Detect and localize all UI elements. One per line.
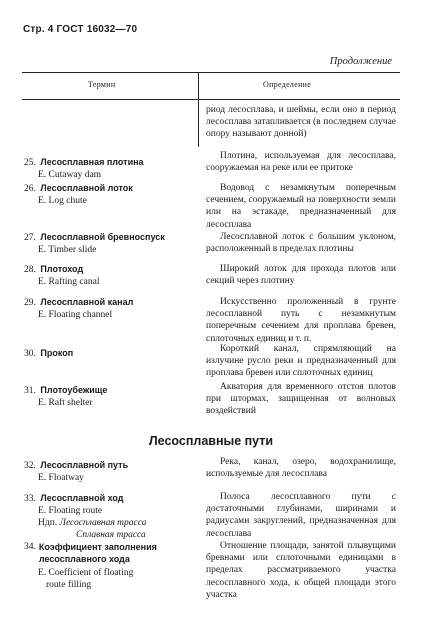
- term-number: 25.: [24, 158, 36, 168]
- definition-25: Плотина, используемая для лесосплава, сооружаемая на реке или ее притоке: [206, 151, 396, 174]
- term-30: [24, 347, 73, 360]
- definition-27: Лесосплавной лоток с большим уклоном, расположенный в пределах плотины: [206, 232, 396, 255]
- term-number: 29.: [24, 298, 36, 308]
- term-name: Лесосплавной лоток: [40, 183, 133, 193]
- column-header-definition: Определение: [263, 80, 312, 89]
- definition-32: Река, канал, озеро, водохранилище, используемые для лесосплава: [206, 457, 396, 480]
- page-header: Стр. 4 ГОСТ 16032—70: [23, 24, 138, 35]
- term-27: [24, 231, 165, 256]
- definition-28: Широкий лоток для прохода плотов или секций через плотину: [206, 264, 396, 287]
- term-32: [24, 459, 128, 484]
- term-english: E. Log chute: [38, 196, 87, 206]
- term-english: E. Timber slide: [38, 245, 97, 255]
- term-number: 32.: [24, 461, 36, 471]
- term-number: 27.: [24, 233, 36, 243]
- term-english: E. Cutaway dam: [38, 170, 102, 180]
- definition-29: Искусственно проложенный в грунте лесосплавной путь с незамкнутым поперечным сечением для проплава бревен, сплоточных единиц и т. п.: [206, 297, 396, 344]
- top-definition-continued: риод лесосплава, и шеймы, если оно в период лесосплава затапливается (в последнем случае опору называют донной): [206, 105, 396, 140]
- term-name: Лесосплавной бревноспуск: [40, 232, 165, 242]
- term-english: E. Coefficient of floating: [38, 568, 134, 578]
- term-name: Лесосплавной путь: [40, 460, 129, 470]
- term-name: Лесосплавной ход: [40, 493, 124, 503]
- term-english: E. Floatway: [38, 473, 84, 483]
- term-28: [24, 263, 99, 288]
- term-33: [24, 492, 146, 541]
- term-name: Плотоубежище: [40, 385, 108, 395]
- term-name: Коэффициент заполнения лесосплавного хода: [38, 542, 157, 564]
- definition-26: Водовод с незамкнутым поперечным сечением, сооружаемый на поверхности земли или на эстакаде, предназначенный для лесосплава: [206, 183, 396, 230]
- deprecated-term: Лесосплавная трасса: [59, 518, 147, 528]
- definition-34: Отношение площади, занятой плывущими бревнами или сплоточными единицами в пределах рассматриваемого участка лесосплавного хода, к общей площади этого участка: [206, 541, 396, 600]
- term-name: Лесосплавная плотина: [40, 157, 144, 167]
- definition-33: Полоса лесосплавного пути с достаточными глубинами, ширинами и радиусами закруглений, предназначенная для лесосплава: [206, 492, 396, 539]
- term-25: [24, 156, 144, 181]
- term-34: [24, 541, 192, 591]
- term-29: [24, 296, 133, 321]
- term-english: E. Rafting canal: [38, 277, 100, 287]
- table-header-rule: [22, 99, 400, 100]
- section-title: Лесосплавные пути: [148, 434, 274, 448]
- term-number: 28.: [24, 265, 36, 275]
- column-divider: [198, 72, 199, 147]
- ndp-label: Ндп.: [38, 518, 58, 528]
- term-number: 30.: [24, 349, 36, 359]
- term-number: 31.: [24, 386, 36, 396]
- deprecated-term: Сплавная трасса: [76, 530, 146, 540]
- term-english-continued: route filling: [46, 580, 92, 590]
- term-number: 26.: [24, 184, 36, 194]
- term-name: Прокоп: [40, 348, 74, 358]
- column-header-terms: Термин: [88, 80, 116, 89]
- table-top-rule: [22, 72, 400, 73]
- definition-31: Акватория для временного отстоя плотов при штормах, защищенная от волновых воздействий: [206, 382, 396, 417]
- continuation-label: Продолжение: [329, 56, 392, 67]
- term-number: 33.: [24, 494, 36, 504]
- term-number: 34.: [24, 542, 36, 552]
- term-name: Плотоход: [40, 264, 84, 274]
- term-english: E. Floating route: [38, 506, 103, 516]
- term-name: Лесосплавной канал: [40, 297, 134, 307]
- term-english: E. Floating channel: [38, 310, 113, 320]
- term-31: [24, 384, 107, 409]
- term-english: E. Raft shelter: [38, 398, 93, 408]
- definition-30: Короткий канал, спрямляющий на излучине русло реки и предназначенный для проплава бревен или сплоточных единиц: [206, 344, 396, 379]
- term-26: [24, 182, 133, 207]
